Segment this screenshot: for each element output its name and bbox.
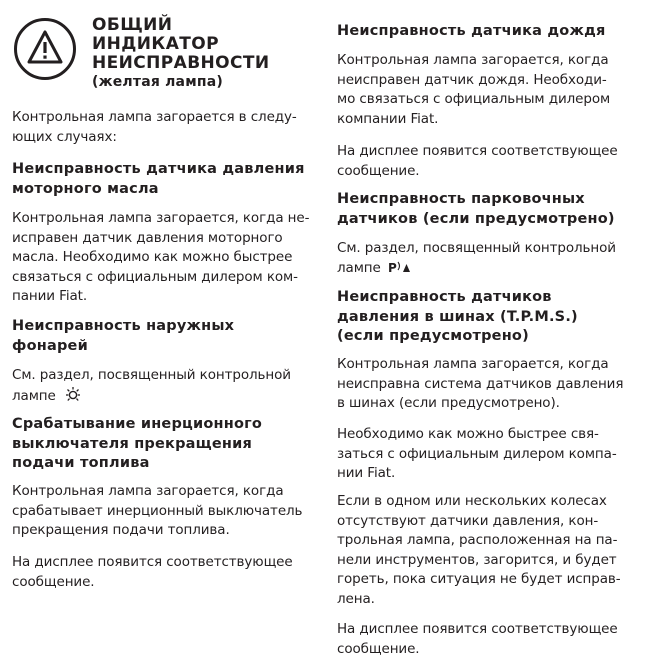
section-tpms-text: Контрольная лампа загорается, когда неисправна система датчиков давления в шинах (если предусмотрено). xyxy=(337,356,624,411)
section-heading: Неисправность датчика давления xyxy=(12,161,305,177)
exterior-light-bulb-icon xyxy=(63,386,83,409)
section-heading: (если предусмотрено) xyxy=(337,328,529,344)
section-exterior-lights xyxy=(12,317,312,356)
section-heading: Срабатывание инерционного xyxy=(12,416,263,432)
display-message-note: На дисплее появится соответствующее сообщение. xyxy=(12,554,293,590)
section-oil-pressure-text: Контрольная лампа загорается, когда не- исправен датчик давления моторного масла. Необходимо как можно быстрее связаться с официальным дилером ком- пании Fiat. xyxy=(12,210,310,304)
section-parking-sensors-text: См. раздел, посвященный контрольной лампе P xyxy=(337,239,637,280)
section-heading: Неисправность наружных xyxy=(12,318,235,334)
left-column xyxy=(12,0,312,590)
section-heading: подачи топлива xyxy=(12,455,150,471)
section-inertia-switch-text: Контрольная лампа загорается, когда срабатывает инерционный выключатель прекращения подачи топлива. xyxy=(12,483,303,538)
section-rain-sensor xyxy=(337,22,637,42)
intro-paragraph: Контрольная лампа загорается в следу- ющих случаях: xyxy=(12,109,297,145)
section-heading: давления в шинах (T.P.M.S.) xyxy=(337,308,578,325)
svg-text:P: P xyxy=(387,260,397,274)
section-oil-pressure xyxy=(12,160,312,199)
section-tpms xyxy=(337,288,637,347)
warning-triangle-icon xyxy=(14,18,76,80)
page-title: ОБЩИЙ ИНДИКАТОР НЕИСПРАВНОСТИ (желтая лампа) xyxy=(92,15,270,90)
display-message-note: На дисплее появится соответствующее сообщение. xyxy=(337,621,618,657)
section-heading: Неисправность датчиков xyxy=(337,289,552,305)
section-tpms-dealer-text: Необходимо как можно быстрее свя- заться с официальным дилером компа- нии Fiat. xyxy=(337,426,617,481)
section-parking-sensors xyxy=(337,190,637,229)
display-message-note: На дисплее появится соответствующее сообщение. xyxy=(337,143,618,179)
section-heading: Неисправность парковочных xyxy=(337,191,585,207)
section-heading: фонарей xyxy=(12,337,88,354)
parking-sensor-icon xyxy=(388,260,412,281)
section-heading: выключателя прекращения xyxy=(12,435,252,452)
section-header xyxy=(12,0,312,104)
section-rain-sensor-text: Контрольная лампа загорается, когда неисправен датчик дождя. Необходи- мо связаться с официальным дилером компании Fiat. xyxy=(337,52,611,127)
section-tpms-missing-sensors-text: Если в одном или нескольких колесах отсутствуют датчики давления, кон- трольная лампа, расположенная на па- нели инструментов, загорится, и будет гореть, пока ситуация не будет исправ- лена. xyxy=(337,493,621,607)
section-exterior-lights-text: См. раздел, посвященный контрольной лампе xyxy=(12,366,312,408)
section-inertia-switch xyxy=(12,415,312,474)
section-heading: Неисправность датчика дождя xyxy=(337,23,606,39)
section-heading: моторного масла xyxy=(12,180,159,197)
section-heading: датчиков (если предусмотрено) xyxy=(337,210,615,227)
